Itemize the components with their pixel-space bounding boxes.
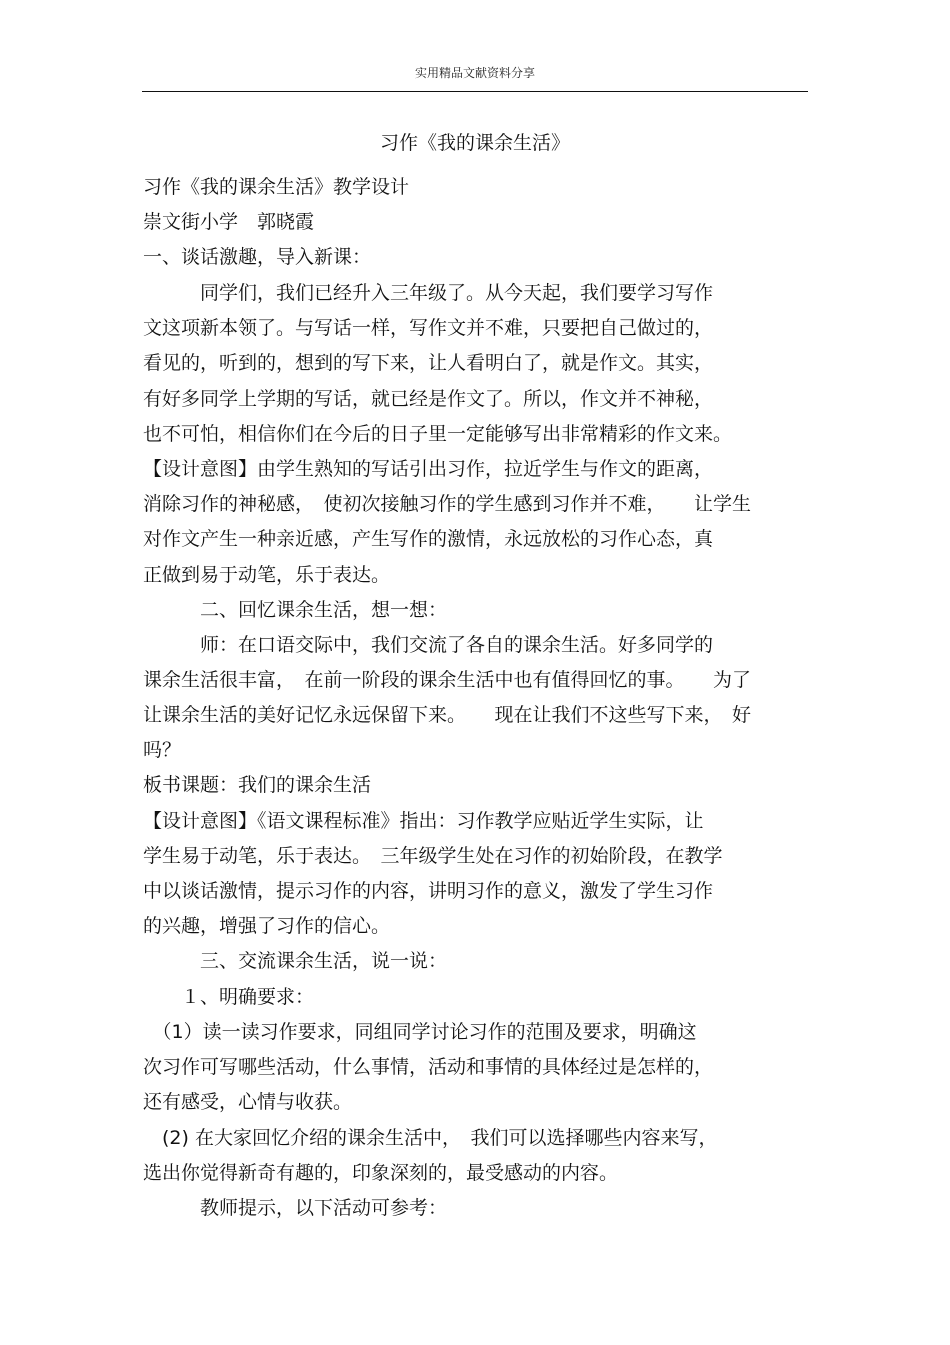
text-line: 师：在口语交际中，我们交流了各自的课余生活。好多同学的 [143,634,714,656]
text-line: 消除习作的神秘感， 使初次接触习作的学生感到习作并不难， 让学生 [143,493,752,515]
text-line: （1）读一读习作要求，同组同学讨论习作的范围及要求，明确这 [143,1021,697,1043]
text-line: 板书课题：我们的课余生活 [143,774,372,796]
text-line: 文这项新本领了。与写话一样，写作文并不难，只要把自己做过的， [143,317,714,339]
text-line: 也不可怕，相信你们在今后的日子里一定能够写出非常精彩的作文来。 [143,423,733,445]
text-line: 崇文街小学 郭晓霞 [143,211,315,233]
text-line: 习作《我的课余生活》教学设计 [143,176,410,198]
text-line: 中以谈话激情，提示习作的内容，讲明习作的意义，激发了学生习作 [143,880,714,902]
text-line: 吗？ [143,739,182,761]
text-line: 【设计意图】《语文课程标准》指出：习作教学应贴近学生实际，让 [143,810,704,832]
text-line: 选出你觉得新奇有趣的，印象深刻的，最受感动的内容。 [143,1162,619,1184]
text-line: 三、交流课余生活，说一说： [143,950,448,972]
text-line: 一、谈话激趣，导入新课： [143,246,372,268]
text-line: (2) 在大家回忆介绍的课余生活中， 我们可以选择哪些内容来写， [143,1127,718,1149]
header-divider [142,91,808,92]
text-line: 正做到易于动笔，乐于表达。 [143,564,391,586]
text-line: 教师提示，以下活动可参考： [143,1197,448,1219]
text-line: 二、回忆课余生活，想一想： [143,599,448,621]
text-line: 次习作可写哪些活动，什么事情，活动和事情的具体经过是怎样的， [143,1056,714,1078]
text-line: 看见的，听到的，想到的写下来，让人看明白了，就是作文。其实， [143,352,714,374]
text-line: 有好多同学上学期的写话，就已经是作文了。所以，作文并不神秘， [143,388,714,410]
running-header: 实用精品文献资料分享 [414,66,535,80]
text-line: 课余生活很丰富， 在前一阶段的课余生活中也有值得回忆的事。 为了 [143,669,752,691]
text-line: １、明确要求： [143,986,315,1008]
text-line: 的兴趣，增强了习作的信心。 [143,915,391,937]
text-line: 让课余生活的美好记忆永远保留下来。 现在让我们不这些写下来， 好 [143,704,752,726]
document-title: 习作《我的课余生活》 [379,132,570,154]
text-line: 【设计意图】由学生熟知的写话引出习作，拉近学生与作文的距离， [143,458,714,480]
text-line: 同学们，我们已经升入三年级了。从今天起，我们要学习写作 [143,282,714,304]
text-line: 还有感受，心情与收获。 [143,1091,353,1113]
text-line: 对作文产生一种亲近感，产生写作的激情，永远放松的习作心态，真 [143,528,714,550]
text-line: 学生易于动笔，乐于表达。 三年级学生处在习作的初始阶段，在教学 [143,845,723,867]
